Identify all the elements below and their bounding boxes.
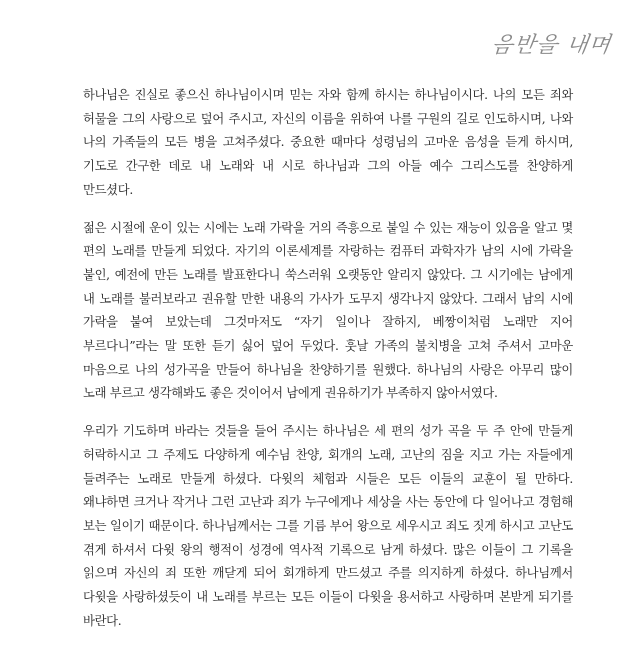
body-text (83, 84, 573, 647)
paragraph-1: 하나님은 진실로 좋으신 하나님이시며 믿는 자와 함께 하시는 하나님이시다. 나의 모든 죄와 허물을 그의 사랑으로 덮어 주시고, 자신의 이름을 위하여 나를 구원의 길로 인도하시며, 나와 나의 가족들의 모든 병을 고쳐주셨다. 중요한 때마다 성령님의 고마운 음성을 듣게 하시며, 기도로 간구한 데로 내 노래와 내 시로 하나님과 그의 아들 예수 그리스도를 찬양하게 만드셨다. (83, 88, 573, 197)
page-title: 음반을 내며 (489, 33, 613, 58)
paragraph-2: 젊은 시절에 운이 있는 시에는 노래 가락을 거의 즉흥으로 붙일 수 있는 재능이 있음을 알고 몇 편의 노래를 만들게 되었다. 자기의 이론세계를 자랑하는 컴퓨터 과학자가 남의 시에 가락을 붙인, 예전에 만든 노래를 발표한다니 쑥스러워 오랫동안 알리지 않았다. 그 시기에는 남에게 내 노래를 불러보라고 권유할 만한 내용의 가사가 도무지 생각나지 않았다. 그래서 남의 시에 가락을 붙여 보았는데 그것마저도 “자기 일이나 잘하지, 베짱이처럼 노래만 지어 부르다니”라는 말 또한 듣기 싫어 덮어 두었다. 훗날 가족의 불치병을 고쳐 주셔서 고마운 마음으로 나의 성가곡을 만들어 하나님을 찬양하기를 원했다. 하나님의 사랑은 아무리 많이 노래 부르고 생각해봐도 좋은 것이어서 남에게 권유하기가 부족하지 않아서였다. (83, 220, 573, 401)
paragraph-3: 우리가 기도하며 바라는 것들을 들어 주시는 하나님은 세 편의 성가 곡을 두 주 안에 만들게 허락하시고 그 주제도 다양하게 예수님 찬양, 회개의 노래, 고난의 짐을 지고 가는 자들에게 들려주는 노래로 만들게 하셨다. 다윗의 체험과 시들은 모든 이들의 교훈이 될 만하다. 왜냐하면 크거나 작거나 그런 고난과 죄가 누구에게나 세상을 사는 동안에 다 일어나고 경험해 보는 일이기 때문이다. 하나님께서는 그를 기름 부어 왕으로 세우시고 죄도 짓게 하시고 고난도 겪게 하셔서 다윗 왕의 행적이 성경에 역사적 기록으로 남게 하셨다. 많은 이들이 그 기록을 읽으며 자신의 죄 또한 깨닫게 되어 회개하게 만드셨고 주를 의지하게 하셨다. 하나님께서 다윗을 사랑하셨듯이 내 노래를 부르는 모든 이들이 다윗을 용서하고 사랑하며 본받게 되기를 바란다. (83, 424, 573, 628)
